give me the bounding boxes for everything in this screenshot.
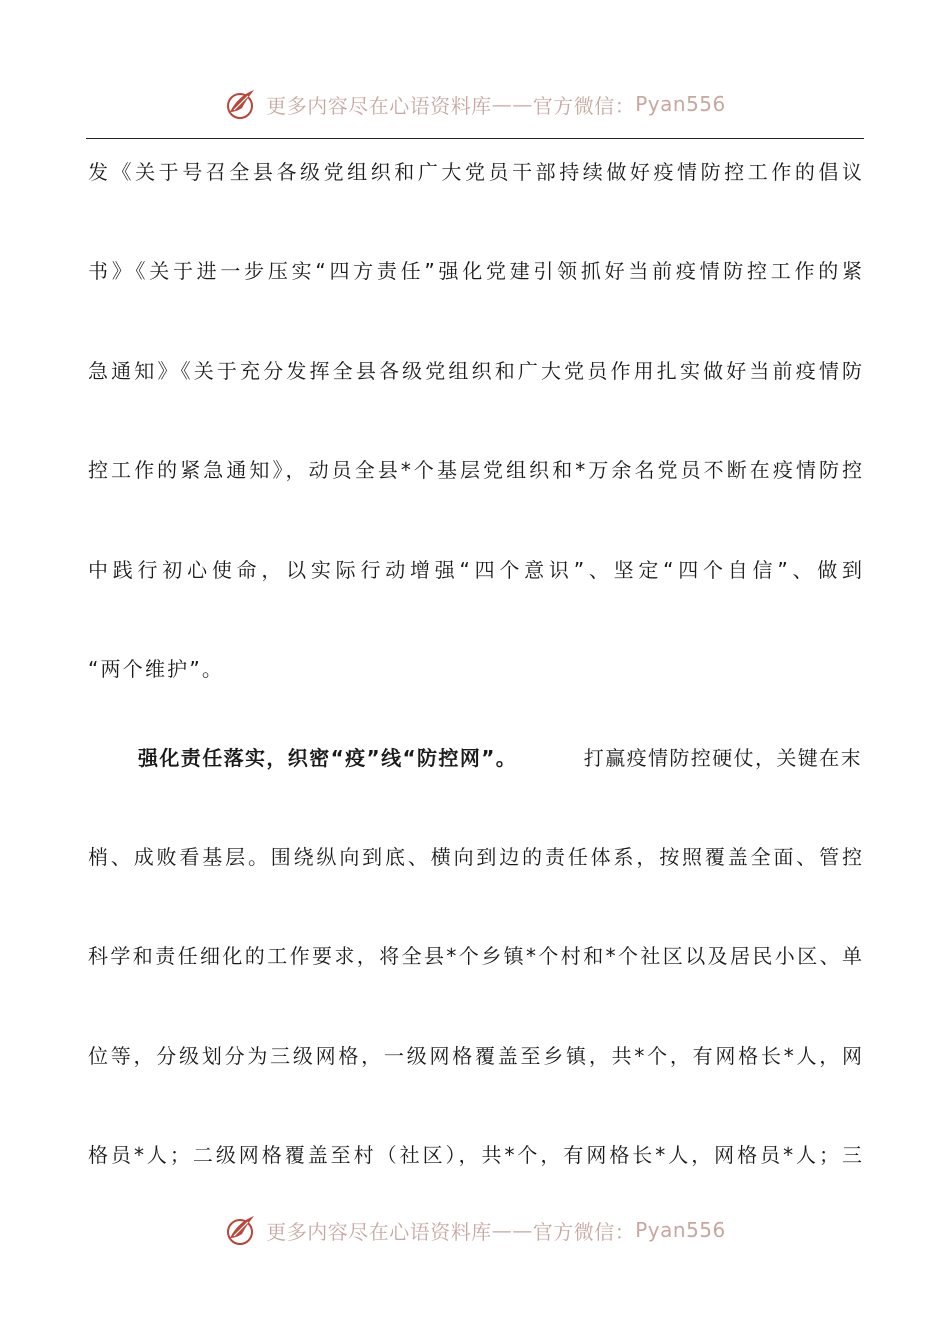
para2-line-4: 位等，分级划分为三级网格，一级网格覆盖至乡镇，共*个，有网格长*人，网 <box>88 1044 862 1068</box>
body-line-3: 急通知》《关于充分发挥全县各级党组织和广大党员作用扎实做好当前疫情防 <box>88 359 862 383</box>
para2-line-2: 梢、成败看基层。围绕纵向到底、横向到边的责任体系，按照覆盖全面、管控 <box>88 845 862 869</box>
header-wx-id: Pyan556 <box>635 92 726 116</box>
footer-banner <box>0 1208 950 1252</box>
body-line-6: “两个维护”。 <box>88 657 225 681</box>
brand-logo-icon <box>224 1212 260 1248</box>
footer-dash: —— <box>491 1218 533 1242</box>
footer-wx-id: Pyan556 <box>635 1218 726 1242</box>
para2-heading: 强化责任落实，织密“疫”线“防控网”。 <box>138 746 518 770</box>
body-line-5: 中践行初心使命，以实际行动增强“四个意识”、坚定“四个自信”、做到 <box>88 558 862 582</box>
header-banner <box>0 82 950 126</box>
header-brand-text: 更多内容尽在心语资料库 <box>266 93 492 118</box>
para2-line-5: 格员*人；二级网格覆盖至村（社区），共*个，有网格长*人，网格员*人；三 <box>88 1143 862 1167</box>
para2-first-line <box>138 743 862 773</box>
header-wx-label: 官方微信： <box>532 93 636 118</box>
footer-wx-label: 官方微信： <box>532 1219 636 1244</box>
body-line-2: 书》《关于进一步压实“四方责任”强化党建引领抓好当前疫情防控工作的紧 <box>88 259 862 283</box>
body-line-1: 发《关于号召全县各级党组织和广大党员干部持续做好疫情防控工作的倡议 <box>88 160 862 184</box>
brand-logo-icon <box>224 86 260 122</box>
header-dash: —— <box>491 92 533 116</box>
header-divider <box>86 138 864 139</box>
body-line-4: 控工作的紧急通知》，动员全县*个基层党组织和*万余名党员不断在疫情防控 <box>88 458 862 482</box>
footer-brand-text: 更多内容尽在心语资料库 <box>266 1219 492 1244</box>
para2-line-3: 科学和责任细化的工作要求，将全县*个乡镇*个村和*个社区以及居民小区、单 <box>88 944 862 968</box>
para2-first-rest: 打赢疫情防控硬仗，关键在末 <box>583 746 862 770</box>
